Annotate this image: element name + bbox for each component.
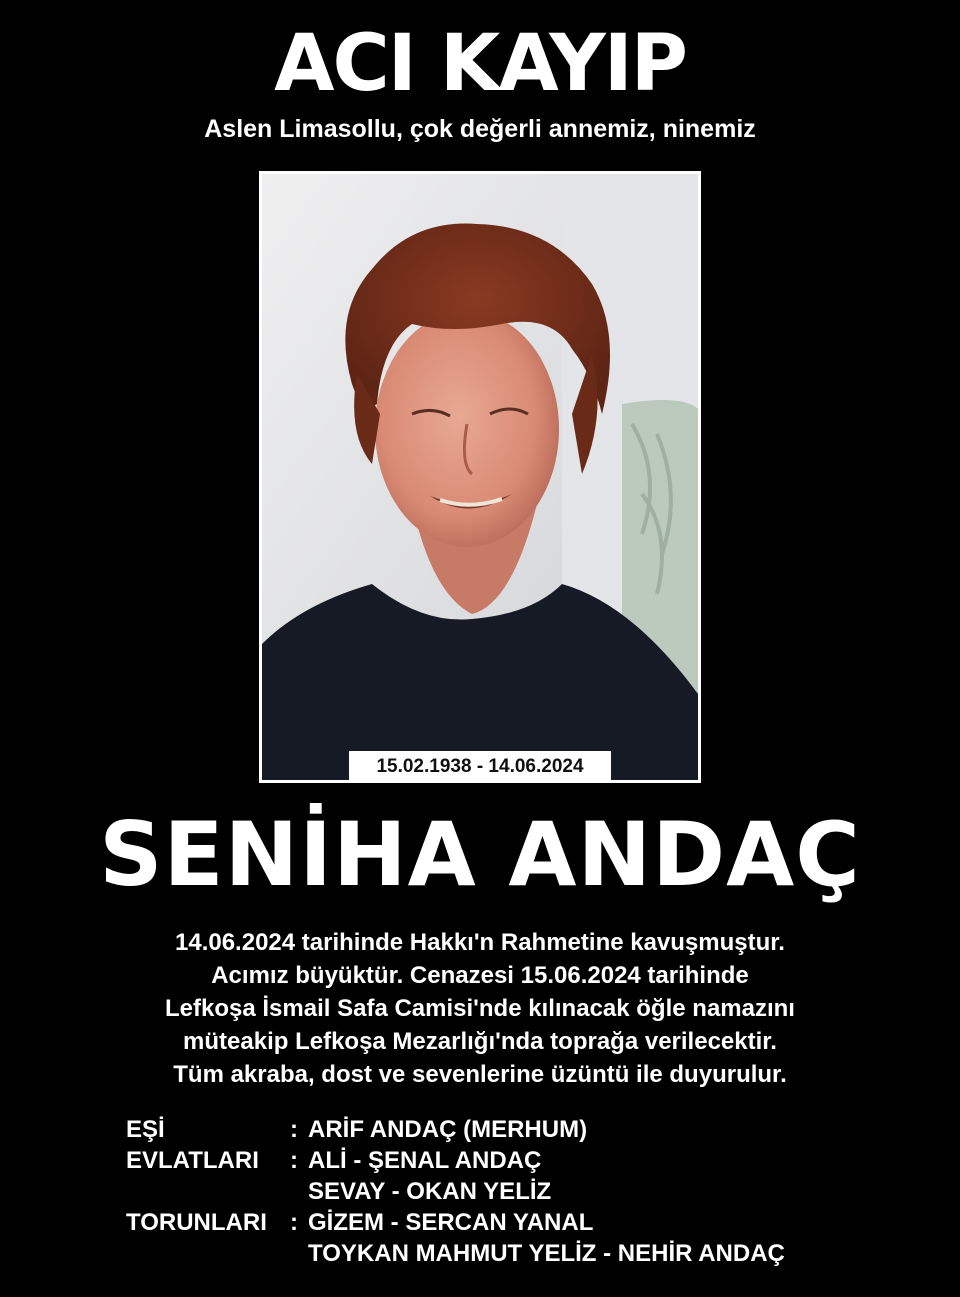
family-separator: : xyxy=(290,1209,298,1236)
announcement-text xyxy=(20,926,940,1091)
family-row-spouse xyxy=(126,1114,785,1145)
family-names: ARİF ANDAÇ (MERHUM) xyxy=(308,1116,588,1143)
family-separator: : xyxy=(290,1116,298,1143)
announcement-line: 14.06.2024 tarihinde Hakkı'n Rahmetine kavuşmuştur. xyxy=(175,929,785,956)
family-relation-label: EŞİ xyxy=(126,1116,165,1143)
family-row-children xyxy=(126,1145,785,1176)
family-relation-label: TORUNLARI xyxy=(126,1209,267,1236)
announcement-line: Tüm akraba, dost ve sevenlerine üzüntü ile duyurulur. xyxy=(173,1061,787,1088)
family-relation-label xyxy=(126,1176,290,1207)
announcement-line: Lefkoşa İsmail Safa Camisi'nde kılınacak öğle namazını xyxy=(165,995,795,1022)
announcement-line: müteakip Lefkoşa Mezarlığı'nda toprağa verilecektir. xyxy=(183,1028,777,1055)
family-separator xyxy=(290,1176,308,1207)
subheadline: Aslen Limasollu, çok değerli annemiz, ninemiz xyxy=(204,115,756,143)
family-separator xyxy=(290,1238,308,1269)
family-relation-label xyxy=(126,1238,290,1269)
family-names: GİZEM - SERCAN YANAL xyxy=(308,1209,594,1236)
family-names: TOYKAN MAHMUT YELİZ - NEHİR ANDAÇ xyxy=(308,1240,785,1267)
family-names: SEVAY - OKAN YELİZ xyxy=(308,1178,552,1205)
family-list xyxy=(126,1114,785,1269)
portrait-photo xyxy=(259,171,701,783)
family-separator: : xyxy=(290,1147,298,1174)
family-relation-label: EVLATLARI xyxy=(126,1147,259,1174)
family-names: ALİ - ŞENAL ANDAÇ xyxy=(308,1147,542,1174)
family-row-grandchildren-cont xyxy=(126,1238,785,1269)
life-dates: 15.02.1938 - 14.06.2024 xyxy=(349,751,611,782)
family-row-children-cont xyxy=(126,1176,785,1207)
deceased-name: SENİHA ANDAÇ xyxy=(99,803,861,906)
announcement-line: Acımız büyüktür. Cenazesi 15.06.2024 tarihinde xyxy=(211,962,749,989)
headline: ACI KAYIP xyxy=(274,19,686,109)
portrait-illustration xyxy=(262,174,698,780)
family-row-grandchildren xyxy=(126,1207,785,1238)
